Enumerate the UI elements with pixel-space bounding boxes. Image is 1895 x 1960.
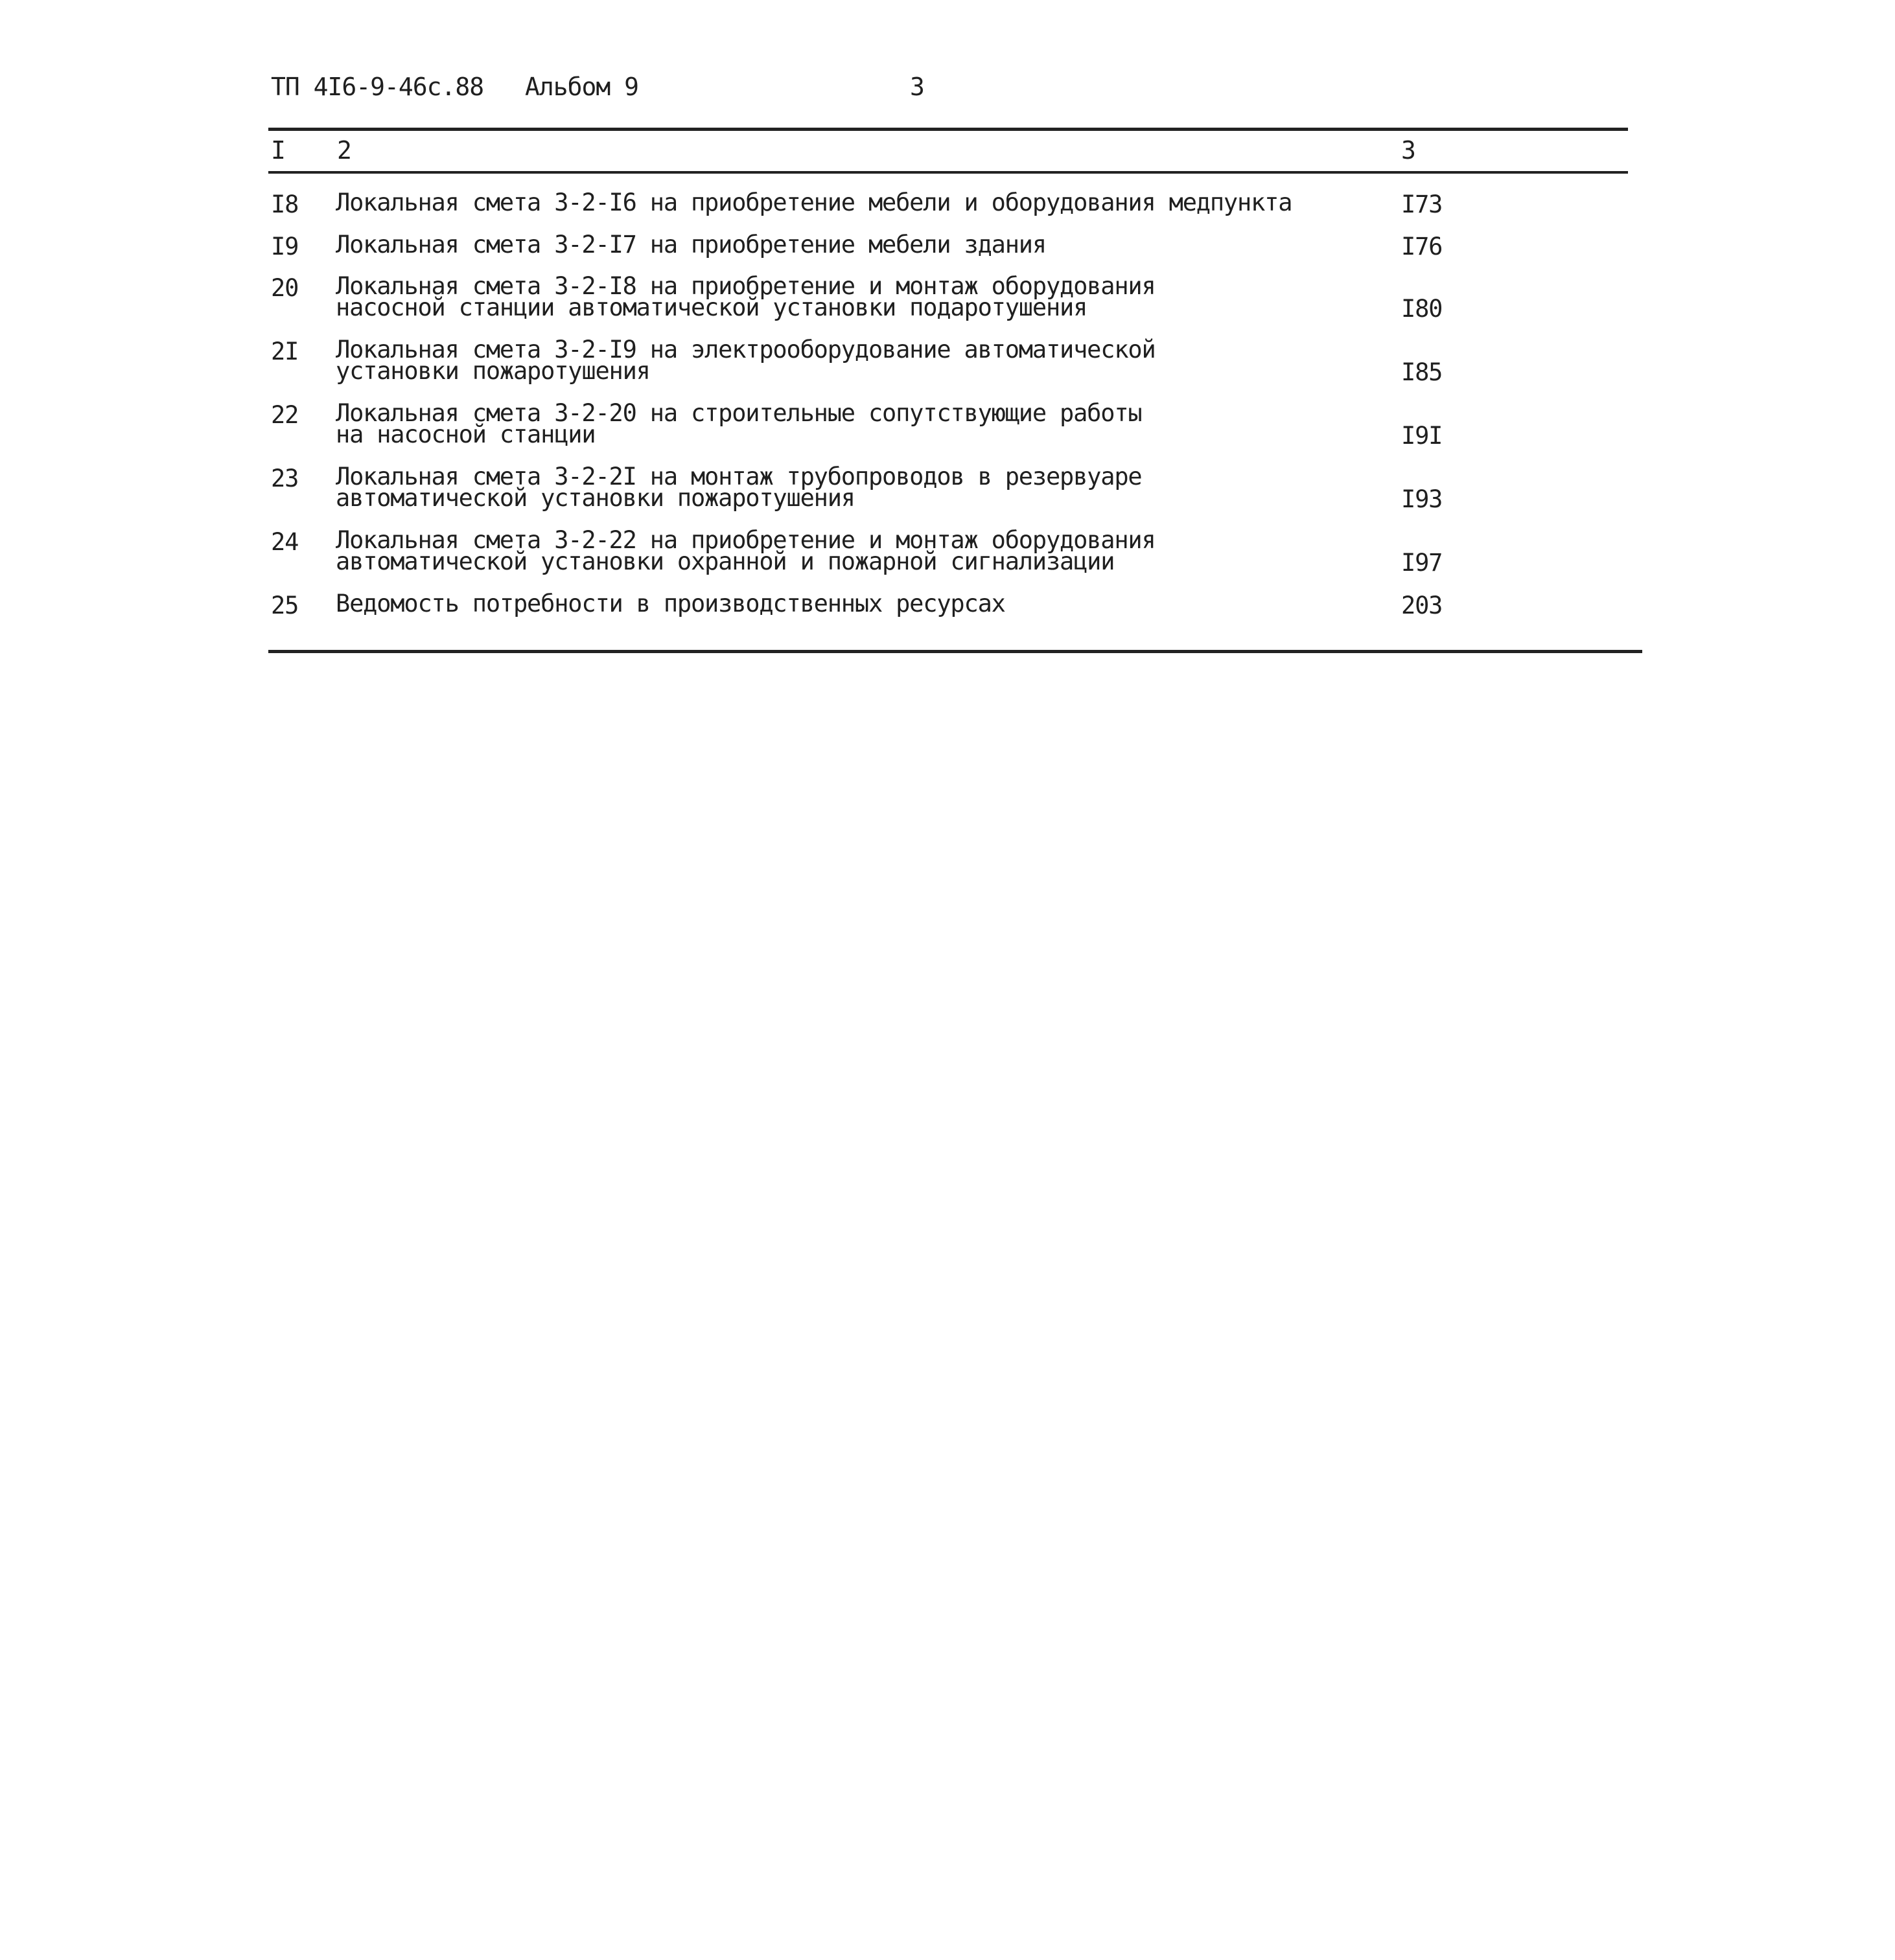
row-number: 22 — [271, 401, 299, 429]
row-description-line: Локальная смета 3-2-I7 на приобретение мебели здания — [336, 231, 1046, 259]
row-description-line: Ведомость потребности в производственных ресурсах — [336, 590, 1005, 617]
row-description-line: Локальная смета 3-2-2I на монтаж трубопроводов в резервуаре — [336, 463, 1142, 490]
row-number: 2I — [271, 338, 299, 365]
row-description-line: Локальная смета 3-2-I9 на электрооборудование автоматической — [336, 336, 1156, 363]
row-page: 203 — [1401, 592, 1443, 619]
table-bottom-rule — [268, 650, 1642, 653]
row-description-line: автоматической установки пожаротушения — [336, 484, 855, 512]
row-description-line: Локальная смета 3-2-I6 на приобретение мебели и оборудования медпункта — [336, 189, 1292, 216]
row-description — [336, 272, 1156, 321]
table-header-rule — [268, 171, 1628, 174]
column-header-1: I — [271, 136, 286, 165]
row-description-line: Локальная смета 3-2-I8 на приобретение и монтаж оборудования — [336, 272, 1156, 300]
row-description — [336, 336, 1156, 385]
row-description — [336, 399, 1142, 448]
row-page: I97 — [1401, 549, 1443, 577]
row-number: 24 — [271, 528, 299, 556]
row-number: 25 — [271, 592, 299, 619]
row-description — [336, 463, 1142, 512]
row-number: 23 — [271, 465, 299, 492]
row-number: 20 — [271, 274, 299, 302]
row-page: I80 — [1401, 295, 1443, 323]
row-description — [336, 231, 1046, 259]
column-header-3: 3 — [1401, 136, 1416, 165]
row-description-line: насосной станции автоматической установки подаротушения — [336, 294, 1087, 321]
album-label: Альбом 9 — [525, 73, 639, 101]
row-page: I9I — [1401, 422, 1443, 450]
row-page: I85 — [1401, 358, 1443, 386]
document-code: ТП 4I6-9-46с.88 — [271, 73, 484, 101]
page-number: 3 — [910, 73, 924, 101]
row-description — [336, 590, 1005, 617]
row-description-line: установки пожаротушения — [336, 357, 650, 385]
row-page: I73 — [1401, 190, 1443, 218]
table-top-rule — [268, 128, 1628, 131]
row-description-line: на насосной станции — [336, 421, 596, 448]
row-page: I76 — [1401, 233, 1443, 260]
column-header-2: 2 — [337, 136, 352, 165]
row-number: I9 — [271, 233, 299, 260]
row-page: I93 — [1401, 485, 1443, 513]
row-description-line: Локальная смета 3-2-22 на приобретение и монтаж оборудования — [336, 526, 1156, 554]
row-description-line: Локальная смета 3-2-20 на строительные сопутствующие работы — [336, 399, 1142, 427]
row-number: I8 — [271, 190, 299, 218]
row-description — [336, 526, 1156, 575]
row-description — [336, 189, 1292, 216]
row-description-line: автоматической установки охранной и пожарной сигнализации — [336, 548, 1115, 575]
